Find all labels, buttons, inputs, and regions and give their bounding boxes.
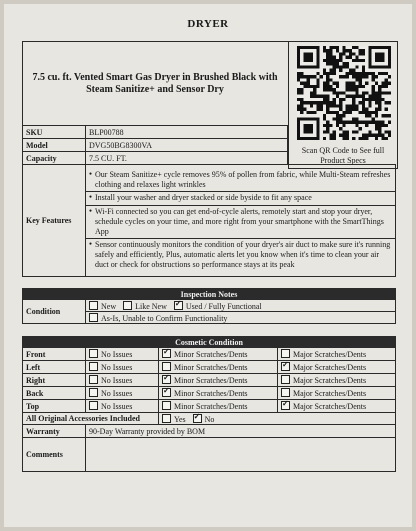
cosmetic-row-right	[23, 374, 396, 387]
option-cell[interactable]: ✓ Minor Scratches/Dents	[159, 374, 278, 387]
cosmetic-row-front	[23, 348, 396, 361]
features-row	[23, 165, 396, 277]
capacity-value: 7.5 CU. FT.	[86, 152, 288, 165]
option-cell[interactable]: No Issues	[86, 387, 159, 400]
cosmetic-table	[22, 336, 396, 472]
condition-label: Condition	[23, 300, 86, 324]
qr-code-icon[interactable]	[297, 46, 391, 140]
product-name-line2: Steam Sanitize+ and Sensor Dry	[86, 84, 224, 95]
feature-item: ● Sensor continuously monitors the condition of your dryer's air duct to make sure it's running safely and efficiently, Plus, automatic alerts let you know when it's time to clean your air duct or check for obstructions so performance stays at its peak	[86, 239, 395, 272]
comments-field[interactable]	[86, 438, 396, 472]
page-title: DRYER	[187, 18, 229, 30]
cosmetic-row-left	[23, 361, 396, 374]
comments-label: Comments	[23, 438, 86, 472]
checkbox[interactable]	[89, 362, 98, 371]
checkbox[interactable]	[281, 349, 290, 358]
row-label: Right	[23, 374, 86, 387]
model-value: DVG50BG8300VA	[86, 139, 288, 152]
features-label: Key Features	[23, 165, 86, 277]
option-cell[interactable]: No Issues	[86, 400, 159, 413]
option-cell[interactable]: No Issues	[86, 374, 159, 387]
checkbox[interactable]	[162, 401, 171, 410]
accessories-option-no[interactable]: ✓ No	[193, 414, 215, 424]
qr-caption-line1: Scan QR Code to See full	[301, 146, 385, 155]
document-sheet	[4, 4, 412, 527]
checkbox[interactable]	[89, 401, 98, 410]
condition-options-row2	[86, 312, 396, 324]
feature-item: ● Wi-Fi connected so you can get end-of-cycle alerts, remotely start and stop your dryer, schedule cycles on your time, and more right from your smartphone with the SmartThings App	[86, 206, 395, 239]
accessories-options	[159, 413, 396, 425]
condition-option-as-is[interactable]: As-Is, Unable to Confirm Functionality	[89, 313, 227, 323]
condition-option-new[interactable]: New	[89, 301, 116, 311]
accessories-label: All Original Accessories Included	[23, 413, 159, 425]
checkbox[interactable]	[162, 362, 171, 371]
product-name	[22, 72, 288, 96]
capacity-label: Capacity	[23, 152, 86, 165]
spec-row-model	[23, 139, 288, 152]
option-cell[interactable]: ✓ Minor Scratches/Dents	[159, 348, 278, 361]
option-cell[interactable]: Major Scratches/Dents	[278, 348, 396, 361]
inspection-header: Inspection Notes	[23, 289, 396, 300]
sku-value: BLP00788	[86, 126, 288, 139]
checkbox[interactable]	[174, 301, 183, 310]
option-cell[interactable]: ✓ Major Scratches/Dents	[278, 361, 396, 374]
condition-option-like-new[interactable]: Like New	[123, 301, 167, 311]
accessories-row	[23, 413, 396, 425]
warranty-label: Warranty	[23, 425, 86, 438]
row-label: Left	[23, 361, 86, 374]
option-cell[interactable]: ✓ Major Scratches/Dents	[278, 400, 396, 413]
condition-option-used[interactable]: ✓ Used / Fully Functional	[174, 301, 262, 311]
inspection-table	[22, 288, 396, 324]
warranty-row	[23, 425, 396, 438]
checkbox[interactable]	[162, 349, 171, 358]
feature-item: ● Install your washer and dryer stacked or side byside to fit any space	[86, 192, 395, 206]
checkbox[interactable]	[89, 388, 98, 397]
feature-item: ● Our Steam Sanitize+ cycle removes 95% of pollen from fabric, while Multi-Steam refreshes clothing and relaxes light wrinkles	[86, 169, 395, 192]
checkbox[interactable]	[162, 375, 171, 384]
checkbox[interactable]	[89, 375, 98, 384]
checkbox[interactable]	[89, 301, 98, 310]
condition-options	[86, 300, 396, 312]
row-label: Back	[23, 387, 86, 400]
warranty-value[interactable]: 90-Day Warranty provided by BOM	[86, 425, 396, 438]
spec-row-capacity	[23, 152, 288, 165]
option-cell[interactable]: Minor Scratches/Dents	[159, 400, 278, 413]
option-cell[interactable]: Minor Scratches/Dents	[159, 361, 278, 374]
checkbox[interactable]	[123, 301, 132, 310]
option-cell[interactable]: No Issues	[86, 348, 159, 361]
accessories-option-yes[interactable]: Yes	[162, 414, 186, 424]
sku-label: SKU	[23, 126, 86, 139]
checkbox[interactable]	[281, 401, 290, 410]
cosmetic-header: Cosmetic Condition	[23, 337, 396, 348]
row-label: Top	[23, 400, 86, 413]
option-cell[interactable]: Major Scratches/Dents	[278, 374, 396, 387]
checkbox[interactable]	[89, 313, 98, 322]
qr-code-box	[288, 41, 398, 169]
checkbox[interactable]	[281, 362, 290, 371]
qr-caption	[289, 146, 397, 166]
features-table	[22, 164, 396, 277]
checkbox[interactable]	[281, 375, 290, 384]
option-cell[interactable]: Major Scratches/Dents	[278, 387, 396, 400]
checkbox[interactable]	[162, 388, 171, 397]
comments-row	[23, 438, 396, 472]
product-name-line1: 7.5 cu. ft. Vented Smart Gas Dryer in Brushed Black with	[32, 72, 278, 83]
checkbox[interactable]	[89, 349, 98, 358]
checkbox[interactable]	[193, 414, 202, 423]
qr-caption-line2: Product Specs	[320, 156, 366, 165]
checkbox[interactable]	[162, 414, 171, 423]
row-label: Front	[23, 348, 86, 361]
checkbox[interactable]	[281, 388, 290, 397]
model-label: Model	[23, 139, 86, 152]
option-cell[interactable]: ✓ Minor Scratches/Dents	[159, 387, 278, 400]
option-cell[interactable]: No Issues	[86, 361, 159, 374]
spec-table	[22, 125, 288, 165]
features-list	[86, 165, 396, 277]
cosmetic-row-back	[23, 387, 396, 400]
spec-row-sku	[23, 126, 288, 139]
cosmetic-row-top	[23, 400, 396, 413]
